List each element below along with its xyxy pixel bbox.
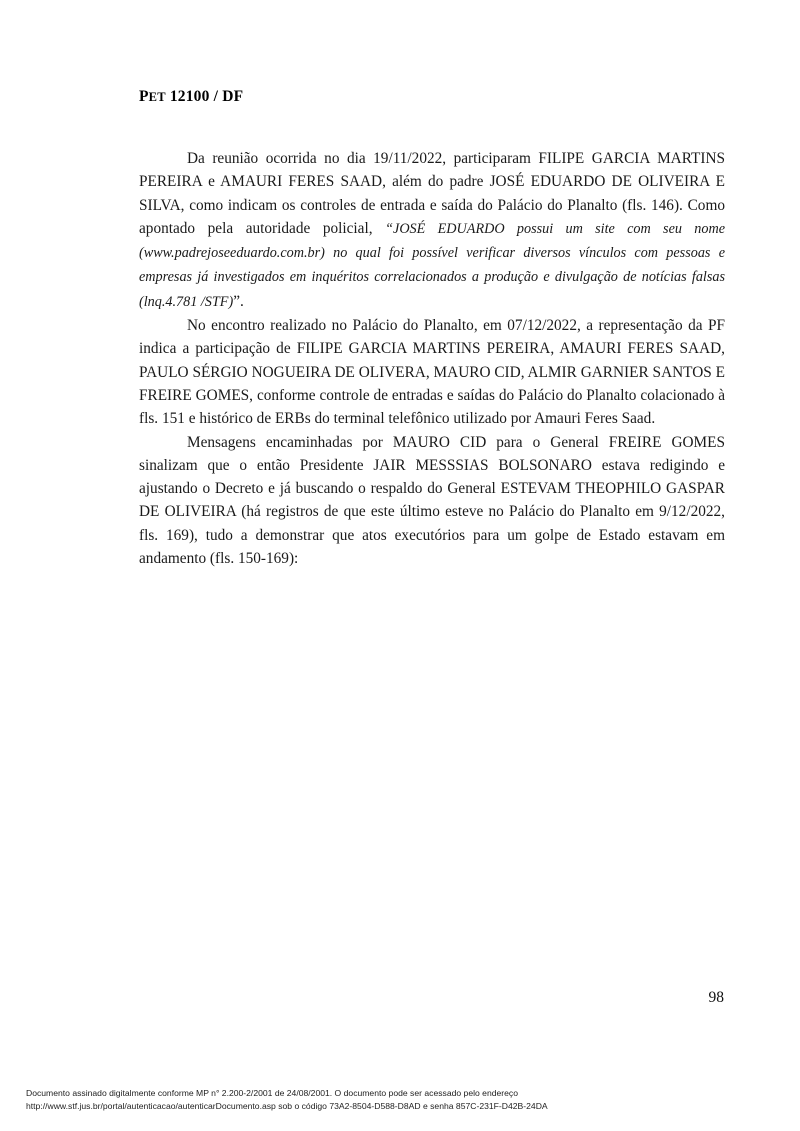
paragraph-3: Mensagens encaminhadas por MAURO CID para o General FREIRE GOMES sinalizam que o então Presidente JAIR MESSSIAS BOLSONARO estava redigindo e ajustando o Decreto e já buscando o respaldo do General ESTEVAM THEOPHILO GASPAR DE OLIVEIRA (há registros de que este último esteve no Palácio do Planalto em 9/12/2022, fls. 169), tudo a demonstrar que atos executórios para um golpe de Estado estavam em andamento (fls. 150-169): xyxy=(139,433,725,568)
case-number: 12100 / DF xyxy=(169,88,244,105)
paragraph-2: No encontro realizado no Palácio do Planalto, em 07/12/2022, a representação da PF indica a participação de FILIPE GARCIA MARTINS PEREIRA, AMAURI FERES SAAD, PAULO SÉRGIO NOGUEIRA DE OLIVERA, MAURO CID, ALMIR GARNIER SANTOS E FREIRE GOMES, conforme controle de entradas e saídas do Palácio do Planalto colacionado à fls. 151 e histórico de ERBs do terminal telefônico utilizado por Amauri Feres Saad. xyxy=(139,317,725,428)
footer-line-2: http://www.stf.jus.br/portal/autenticacao/autenticarDocumento.asp sob o código 73A2-8504-D588-D8AD e senha 857C-231F-D42B-24DA xyxy=(26,1100,548,1111)
case-type-initial: P xyxy=(139,88,149,105)
case-type-rest: ET xyxy=(148,90,166,104)
case-header xyxy=(139,88,243,106)
police-quote: “JOSÉ EDUARDO possui um site com seu nome (www.padrejoseeduardo.com.br) no qual foi possível verificar diversos vínculos com pessoas e empresas já investigados em inquéritos correlacionados a produção e divulgação de notícias falsas (lnq.4.781 /STF) xyxy=(139,220,725,310)
signature-footer xyxy=(26,1087,786,1112)
document-body xyxy=(139,147,725,570)
paragraph-1-end: ”. xyxy=(233,292,244,310)
paragraph-1-text: Da reunião ocorrida no dia 19/11/2022, participaram FILIPE GARCIA MARTINS PEREIRA e AMAURI FERES SAAD, além do padre JOSÉ EDUARDO DE OLIVEIRA E SILVA, como indicam os controles de entrada e saída do Palácio do Planalto (fls. 146). Como apontado pela autoridade policial, xyxy=(139,150,725,237)
footer-line-1: Documento assinado digitalmente conforme MP n° 2.200-2/2001 de 24/08/2001. O documento pode ser acessado pelo endereço xyxy=(26,1088,519,1098)
paragraph-1 xyxy=(139,147,725,314)
page-number: 98 xyxy=(708,989,724,1006)
